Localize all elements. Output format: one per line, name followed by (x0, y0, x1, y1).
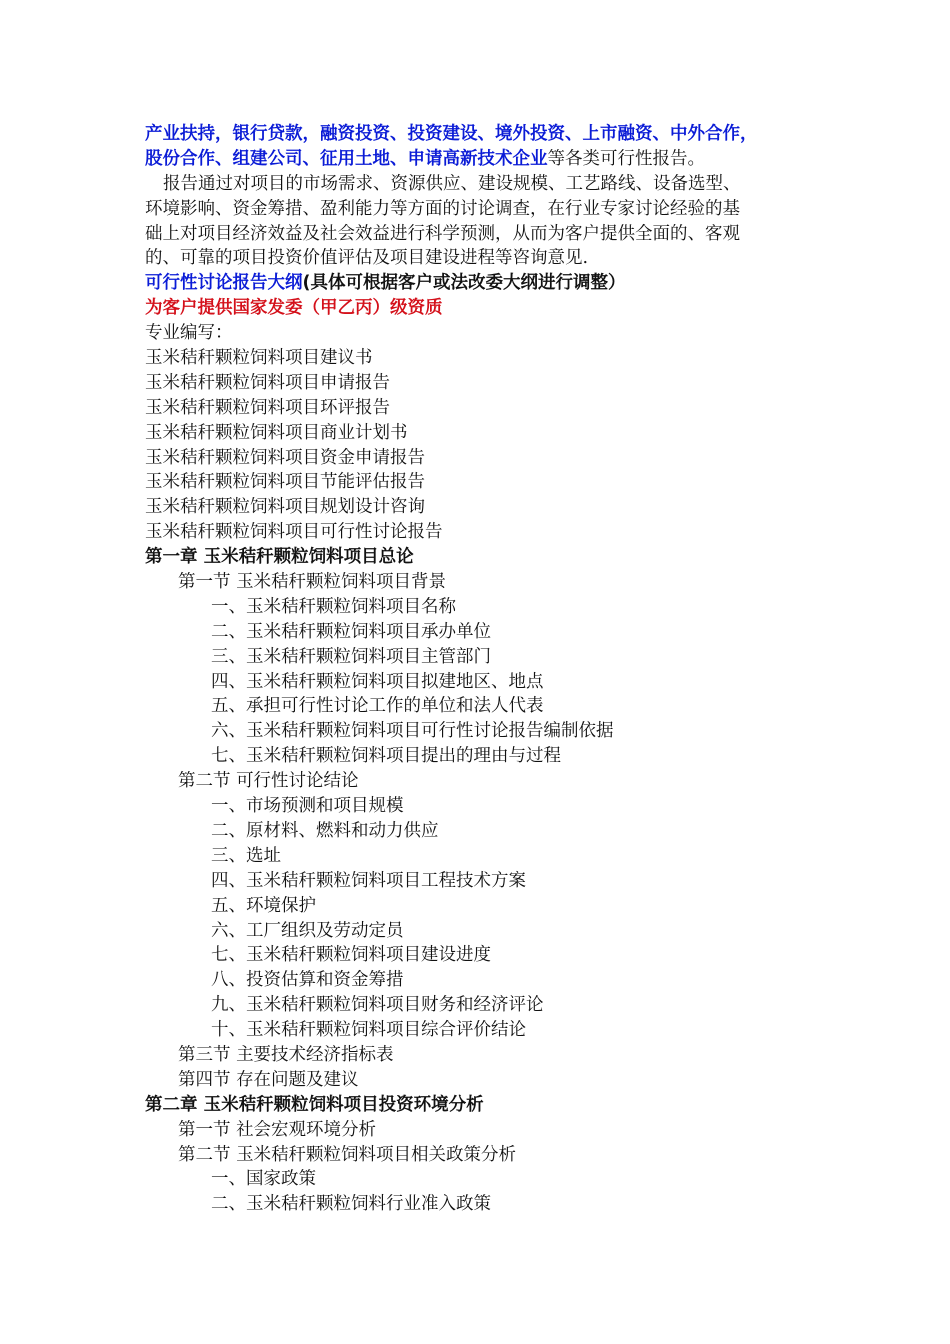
services-label: 专业编写： (145, 323, 233, 344)
paragraph-line-4: 的、可靠的项目投资价值评估及项目建设进程等咨询意见. (145, 248, 589, 269)
toc-item: 六、玉米秸秆颗粒饲料项目可行性讨论报告编制依据 (211, 721, 614, 742)
toc-item: 五、环境保护 (211, 895, 316, 916)
toc-item: 一、市场预测和项目规模 (211, 796, 404, 817)
chapter-1-title: 第一章 玉米秸秆颗粒饲料项目总论 (145, 547, 414, 568)
paragraph-line-2: 环境影响、资金筹措、盈利能力等方面的讨论调查，在行业专家讨论经验的基 (145, 198, 740, 219)
document-page (145, 122, 825, 1217)
intro-line-2-rest: 等各类可行性报告。 (547, 148, 705, 169)
outline-heading-note: (具体可根据客户或法改委大纲进行调整） (302, 273, 626, 294)
chapter-2-title: 第二章 玉米秸秆颗粒饲料项目投资环境分析 (145, 1094, 484, 1115)
chapter-1-section-2-title: 第二节 可行性讨论结论 (178, 771, 359, 792)
toc-item: 七、玉米秸秆颗粒饲料项目建设进度 (211, 945, 491, 966)
chapter-2-section-2-title: 第二节 玉米秸秆颗粒饲料项目相关政策分析 (178, 1144, 517, 1165)
outline-heading-blue: 可行性讨论报告大纲 (145, 273, 303, 294)
toc-item: 二、原材料、燃料和动力供应 (211, 820, 439, 841)
toc-item: 八、投资估算和资金筹措 (211, 970, 404, 991)
service-item: 玉米秸秆颗粒饲料项目申请报告 (145, 372, 390, 393)
service-item: 玉米秸秆颗粒饲料项目资金申请报告 (145, 447, 425, 468)
service-item: 玉米秸秆颗粒饲料项目可行性讨论报告 (145, 522, 443, 543)
toc-item: 四、玉米秸秆颗粒饲料项目拟建地区、地点 (211, 671, 544, 692)
outline-heading (145, 271, 825, 296)
toc-item: 九、玉米秸秆颗粒饲料项目财务和经济评论 (211, 995, 544, 1016)
paragraph-line-1: 报告通过对项目的市场需求、资源供应、建设规模、工艺路线、设备选型、 (163, 173, 741, 194)
intro-line-1: 产业扶持，银行贷款，融资投资、投资建设、境外投资、上市融资、中外合作， (145, 124, 758, 144)
service-item: 玉米秸秆颗粒饲料项目节能评估报告 (145, 472, 425, 493)
toc-item: 七、玉米秸秆颗粒饲料项目提出的理由与过程 (211, 746, 561, 767)
chapter-1-section-1-title: 第一节 玉米秸秆颗粒饲料项目背景 (178, 572, 447, 593)
toc-item: 五、承担可行性讨论工作的单位和法人代表 (211, 696, 544, 717)
toc-item: 二、玉米秸秆颗粒饲料项目承办单位 (211, 621, 491, 642)
service-item: 玉米秸秆颗粒饲料项目建议书 (145, 348, 373, 369)
toc-item: 一、国家政策 (211, 1169, 316, 1190)
service-item: 玉米秸秆颗粒饲料项目商业计划书 (145, 422, 408, 443)
qualification-line: 为客户提供国家发委（甲乙丙）级资质 (145, 298, 443, 319)
intro-line-2-highlight: 股份合作、组建公司、征用土地、申请高新技术企业 (145, 148, 548, 169)
service-item: 玉米秸秆颗粒饲料项目规划设计咨询 (145, 497, 425, 518)
chapter-1-section-3-title: 第三节 主要技术经济指标表 (178, 1044, 394, 1065)
toc-item: 三、玉米秸秆颗粒饲料项目主管部门 (211, 646, 491, 667)
toc-item: 六、工厂组织及劳动定员 (211, 920, 404, 941)
chapter-1-section-4-title: 第四节 存在问题及建议 (178, 1069, 359, 1090)
toc-item: 二、玉米秸秆颗粒饲料行业准入政策 (211, 1194, 491, 1215)
toc-item: 十、玉米秸秆颗粒饲料项目综合评价结论 (211, 1020, 526, 1041)
toc-item: 三、选址 (211, 845, 281, 866)
paragraph-line-3: 础上对项目经济效益及社会效益进行科学预测，从而为客户提供全面的、客观 (145, 223, 740, 244)
toc-item: 四、玉米秸秆颗粒饲料项目工程技术方案 (211, 870, 526, 891)
intro-line-2 (145, 147, 825, 172)
toc-item: 一、玉米秸秆颗粒饲料项目名称 (211, 596, 456, 617)
chapter-2-section-1-title: 第一节 社会宏观环境分析 (178, 1119, 377, 1140)
service-item: 玉米秸秆颗粒饲料项目环评报告 (145, 397, 390, 418)
